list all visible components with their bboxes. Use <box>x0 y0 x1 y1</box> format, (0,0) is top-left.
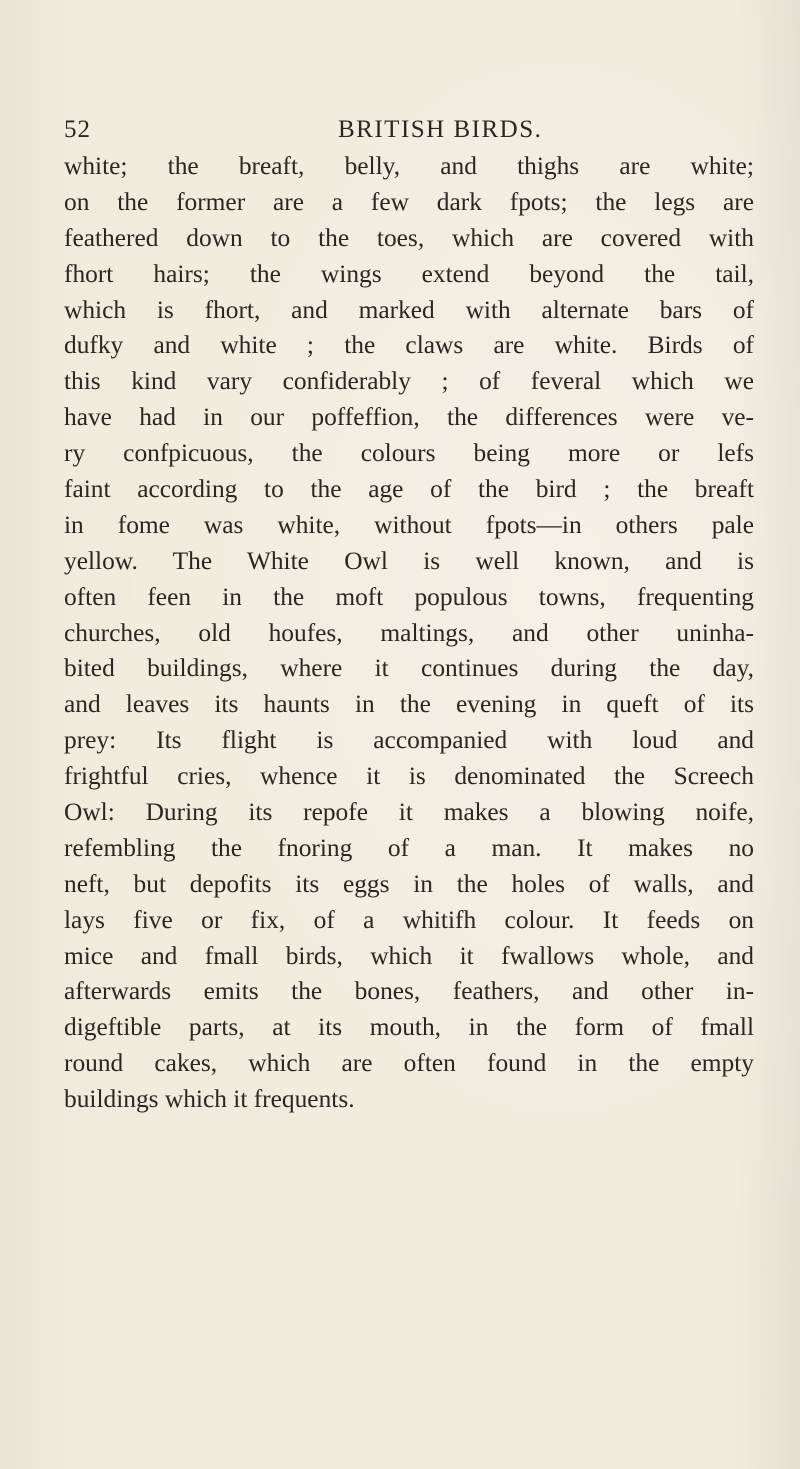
text-line: dufky and white ; the claws are white. Birds of <box>64 331 754 360</box>
text-line: this kind vary confiderably ; of feveral which we <box>64 367 754 396</box>
text-line: prey: Its flight is accompanied with loud and <box>64 726 754 755</box>
running-title: BRITISH BIRDS. <box>338 116 543 143</box>
text-line: have had in our poffeffion, the differences were ve- <box>64 403 754 432</box>
text-line: buildings which it frequents. <box>64 1085 355 1114</box>
page-number: 52 <box>64 116 91 143</box>
text-line: yellow. The White Owl is well known, and is <box>64 546 754 575</box>
body-text <box>64 149 754 1118</box>
text-line: neft, but depofits its eggs in the holes of walls, and <box>64 869 754 898</box>
running-head <box>64 116 624 148</box>
text-line: ry confpicuous, the colours being more or lefs <box>64 439 754 468</box>
text-line: lays five or fix, of a whitifh colour. It feeds on <box>64 905 754 934</box>
text-line: in fome was white, without fpots—in others pale <box>64 510 754 539</box>
text-line: often feen in the moft populous towns, frequenting <box>64 582 754 611</box>
text-line: churches, old houfes, maltings, and other uninha- <box>64 618 754 647</box>
text-line: refembling the fnoring of a man. It makes no <box>64 833 754 862</box>
text-line: frightful cries, whence it is denominated the Screech <box>64 762 754 791</box>
text-line: round cakes, which are often found in the empty <box>64 1049 754 1078</box>
text-line: which is fhort, and marked with alternate bars of <box>64 295 754 324</box>
text-line: mice and fmall birds, which it fwallows whole, and <box>64 941 754 970</box>
text-line: afterwards emits the bones, feathers, and other in- <box>64 977 754 1006</box>
text-line: Owl: During its repofe it makes a blowing noife, <box>64 798 754 827</box>
text-line: bited buildings, where it continues during the day, <box>64 654 754 683</box>
text-line: white; the breaft, belly, and thighs are white; <box>64 152 754 180</box>
text-line: faint according to the age of the bird ; the breaft <box>64 475 754 504</box>
text-line: and leaves its haunts in the evening in queft of its <box>64 690 754 719</box>
text-line: feathered down to the toes, which are covered with <box>64 223 754 252</box>
text-line: digeftible parts, at its mouth, in the form of fmall <box>64 1013 754 1042</box>
text-line: on the former are a few dark fpots; the legs are <box>64 187 754 216</box>
text-line: fhort hairs; the wings extend beyond the tail, <box>64 259 754 288</box>
